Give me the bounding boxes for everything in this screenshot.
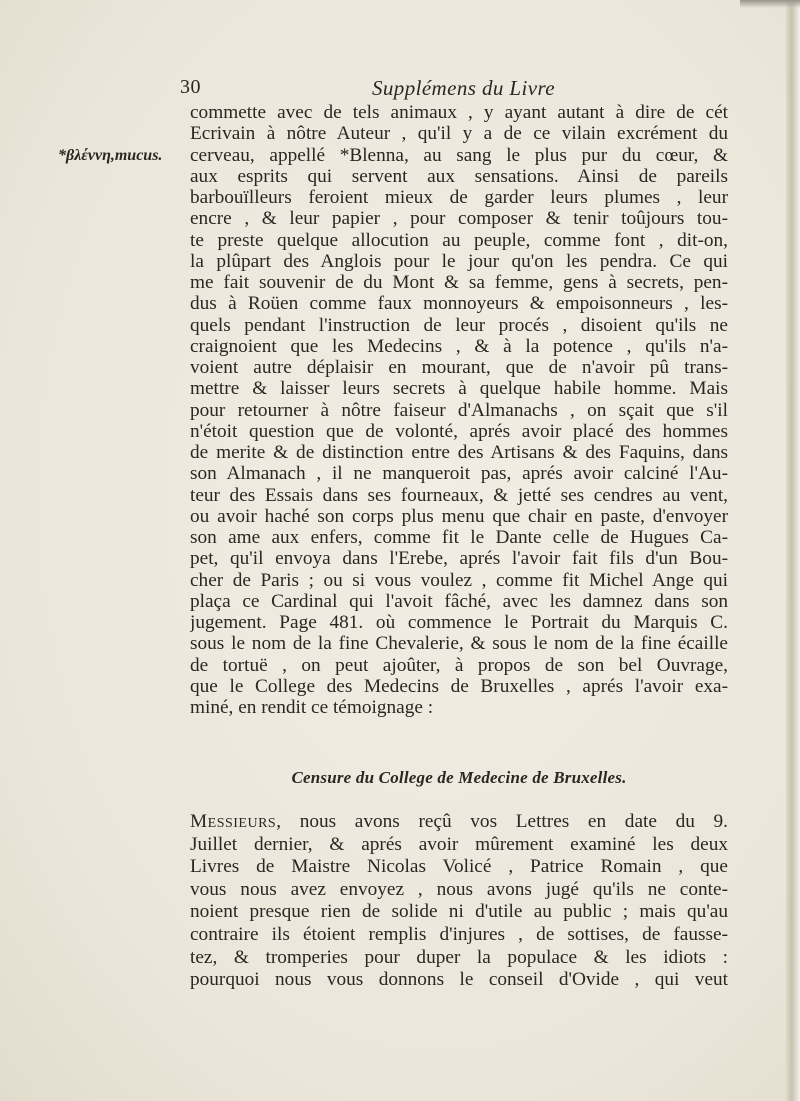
text-line: aux esprits qui servent aux sensations. Ainsi de pareils bbox=[190, 165, 728, 187]
text-line: que le College des Medecins de Bruxelles , aprés l'avoir exa- bbox=[190, 675, 728, 697]
text-line: son Almanach , il ne manqueroit pas, aprés avoir calciné l'Au- bbox=[190, 463, 728, 485]
first-line-rest: , nous avons reçû vos Lettres en date du 9. bbox=[276, 811, 728, 832]
text-line: dus à Roüen comme faux monnoyeurs & empoisonneurs , les- bbox=[190, 293, 728, 315]
text-line: vous nous avez envoyez , nous avons jugé qu'ils ne conte- bbox=[190, 878, 728, 900]
text-line: pourquoi nous vous donnons le conseil d'Ovide , qui veut bbox=[190, 969, 728, 991]
page-number: 30 bbox=[180, 76, 201, 98]
text-line: de tortuë , on peut ajoûter, à propos de son bel Ouvrage, bbox=[190, 654, 728, 676]
text-line: noient presque rien de solide ni d'utile au public ; mais qu'au bbox=[190, 901, 728, 923]
text-line: plaça ce Cardinal qui l'avoit fâché, avec les damnez dans son bbox=[190, 590, 728, 612]
text-line-first bbox=[190, 811, 728, 834]
opening-word: Messieurs bbox=[190, 811, 277, 832]
text-line: de merite & de distinction entre des Artisans & des Faquins, dans bbox=[190, 442, 728, 463]
text-line: la plûpart des Anglois pour le jour qu'on les pendra. Ce qui bbox=[190, 250, 728, 272]
text-line: n'étoit question que de volonté, aprés avoir placé des hommes bbox=[190, 420, 728, 442]
text-line: jugement. Page 481. où commence le Portrait du Marquis C. bbox=[190, 612, 728, 633]
text-line: cerveau, appellé *Blenna, au sang le plus pur du cœur, & bbox=[190, 144, 728, 166]
text-line: cher de Paris ; ou si vous voulez , comme fit Michel Ange qui bbox=[190, 569, 728, 591]
text-line: commette avec de tels animaux , y ayant autant à dire de cét bbox=[190, 102, 728, 123]
text-line: pet, qu'il envoya dans l'Erebe, aprés l'avoir fait fils d'un Bou- bbox=[190, 548, 728, 570]
page-corner-shadow bbox=[740, 0, 800, 8]
censure-text bbox=[190, 811, 728, 992]
text-line: miné, en rendit ce témoignage : bbox=[190, 697, 434, 718]
text-line: ou avoir haché son corps plus menu que chair en paste, d'envoyer bbox=[190, 505, 728, 527]
text-line: Juillet dernier, & aprés avoir mûrement examiné les deux bbox=[190, 833, 728, 855]
text-line: contraire ils étoient remplis d'injures , de sottises, de fausse- bbox=[190, 923, 728, 945]
text-line: teur des Essais dans ses fourneaux, & jetté ses cendres au vent, bbox=[190, 484, 728, 506]
text-line: te preste quelque allocution au peuple, comme font , dit-on, bbox=[190, 229, 728, 251]
text-line: Ecrivain à nôtre Auteur , qu'il y a de ce vilain excrément du bbox=[190, 123, 728, 145]
margin-note: *βλέννη,mucus. bbox=[58, 147, 163, 164]
text-line: encre , & leur papier , pour composer & tenir toûjours tou- bbox=[190, 208, 728, 230]
text-line: Livres de Maistre Nicolas Volicé , Patrice Romain , que bbox=[190, 856, 728, 878]
body-text bbox=[190, 102, 728, 718]
text-line: me fait souvenir de du Mont & sa femme, gens à secrets, pen- bbox=[190, 272, 728, 293]
text-line: quels pendant l'instruction de leur procés , disoient qu'ils ne bbox=[190, 314, 728, 336]
text-line: voient autre déplaisir en mourant, que de n'avoir pû trans- bbox=[190, 357, 728, 378]
text-line: barbouïlleurs feroient mieux de garder leurs plumes , leur bbox=[190, 187, 728, 208]
section-heading: Censure du College de Medecine de Bruxelles. bbox=[291, 768, 627, 787]
text-line: mettre & laisser leurs secrets à quelque habile homme. Mais bbox=[190, 378, 728, 400]
running-title: Supplémens du Livre bbox=[372, 76, 555, 100]
text-line: pour retourner à nôtre faiseur d'Almanachs , on sçait que s'il bbox=[190, 399, 728, 421]
text-line: sous le nom de la fine Chevalerie, & sous le nom de la fine écaille bbox=[190, 633, 728, 655]
text-line: son ame aux enfers, comme fit le Dante celle de Hugues Ca- bbox=[190, 527, 728, 548]
text-line: craignoient que les Medecins , & à la potence , qu'ils n'a- bbox=[190, 335, 728, 357]
page-edge bbox=[786, 0, 800, 1101]
text-line: tez, & tromperies pour duper la populace & les idiots : bbox=[190, 946, 728, 968]
